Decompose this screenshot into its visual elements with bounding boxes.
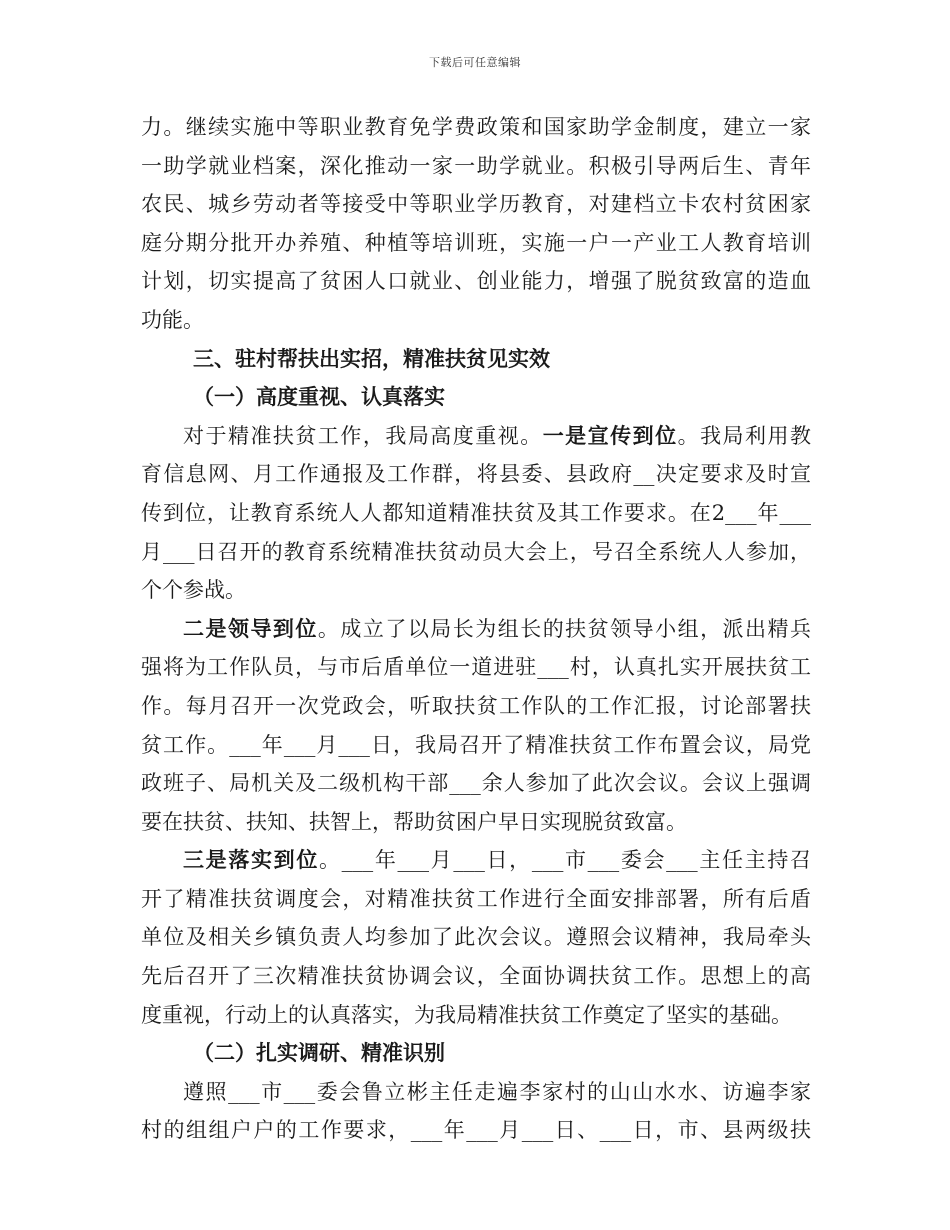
paragraph-line — [141, 417, 811, 456]
line-text: 对于精准扶贫工作，我局高度重视。 — [183, 423, 543, 448]
line-text: 。___年___月___日，___市___委会___主任主持召 — [319, 848, 811, 873]
bold-phrase: 一是宣传到位 — [542, 422, 678, 448]
paragraph-line: 度重视，行动上的认真落实，为我局精准扶贫工作奠定了坚实的基础。 — [141, 1002, 792, 1027]
paragraph-line: 力。继续实施中等职业教育免学费政策和国家助学金制度，建立一家 — [141, 115, 811, 139]
paragraph-line: 个个参战。 — [141, 578, 246, 603]
paragraph-line: 传到位，让教育系统人人都知道精准扶贫及其工作要求。在2___年___ — [141, 500, 811, 525]
subsection-heading: （一）高度重视、认真落实 — [193, 384, 445, 410]
paragraph-line: 政班子、局机关及二级机构干部___余人参加了此次会议。会议上强调 — [141, 771, 811, 796]
subsection-heading: （二）扎实调研、精准识别 — [193, 1040, 445, 1066]
bold-phrase: 三是落实到位 — [183, 847, 319, 873]
paragraph-line: 村的组组户户的工作要求，___年___月___日、___日，市、县两级扶 — [141, 1118, 811, 1143]
paragraph-line: 开了精准扶贫调度会，对精准扶贫工作进行全面安排部署，所有后盾 — [141, 886, 811, 911]
line-text: 。我局利用教 — [677, 423, 812, 448]
document-body — [141, 108, 811, 1150]
paragraph-line — [141, 610, 811, 649]
paragraph-line — [141, 841, 811, 880]
paragraph-line: 月___日召开的教育系统精准扶贫动员大会上，号召全系统人人参加， — [141, 539, 811, 564]
paragraph-line: 育信息网、月工作通报及工作群，将县委、县政府__决定要求及时宣 — [141, 462, 811, 487]
paragraph-line: 贫工作。___年___月___日，我局召开了精准扶贫工作布置会议，局党 — [141, 732, 811, 757]
paragraph-line: 先后召开了三次精准扶贫协调会议，全面协调扶贫工作。思想上的高 — [141, 964, 811, 989]
section-heading: 三、驻村帮扶出实招，精准扶贫见实效 — [193, 345, 550, 371]
paragraph-line: 庭分期分批开办养殖、种植等培训班，实施一户一产业工人教育培训 — [141, 230, 811, 255]
paragraph-line: 强将为工作队员，与市后盾单位一道进驻___村，认真扎实开展扶贫工 — [141, 655, 811, 680]
paragraph-line: 农民、城乡劳动者等接受中等职业学历教育，对建档立卡农村贫困家 — [141, 192, 811, 217]
paragraph-line: 作。每月召开一次党政会，听取扶贫工作队的工作汇报，讨论部署扶 — [141, 693, 811, 718]
paragraph-line: 要在扶贫、扶知、扶智上，帮助贫困户早日实现脱贫致富。 — [141, 809, 687, 834]
paragraph-line: 一助学就业档案，深化推动一家一助学就业。积极引导两后生、青年 — [141, 153, 811, 178]
paragraph-line: 单位及相关乡镇负责人均参加了此次会议。遵照会议精神，我局牵头 — [141, 925, 811, 950]
paragraph-line: 遵照___市___委会鲁立彬主任走遍李家村的山山水水、访遍李家 — [183, 1079, 811, 1104]
paragraph-line: 功能。 — [141, 307, 204, 332]
line-text: 。成立了以局长为组长的扶贫领导小组，派出精兵 — [317, 616, 811, 641]
bold-phrase: 二是领导到位 — [183, 615, 318, 641]
paragraph-line: 计划，切实提高了贫困人口就业、创业能力，增强了脱贫致富的造血 — [141, 269, 811, 294]
header-note: 下载后可任意编辑 — [429, 56, 521, 69]
